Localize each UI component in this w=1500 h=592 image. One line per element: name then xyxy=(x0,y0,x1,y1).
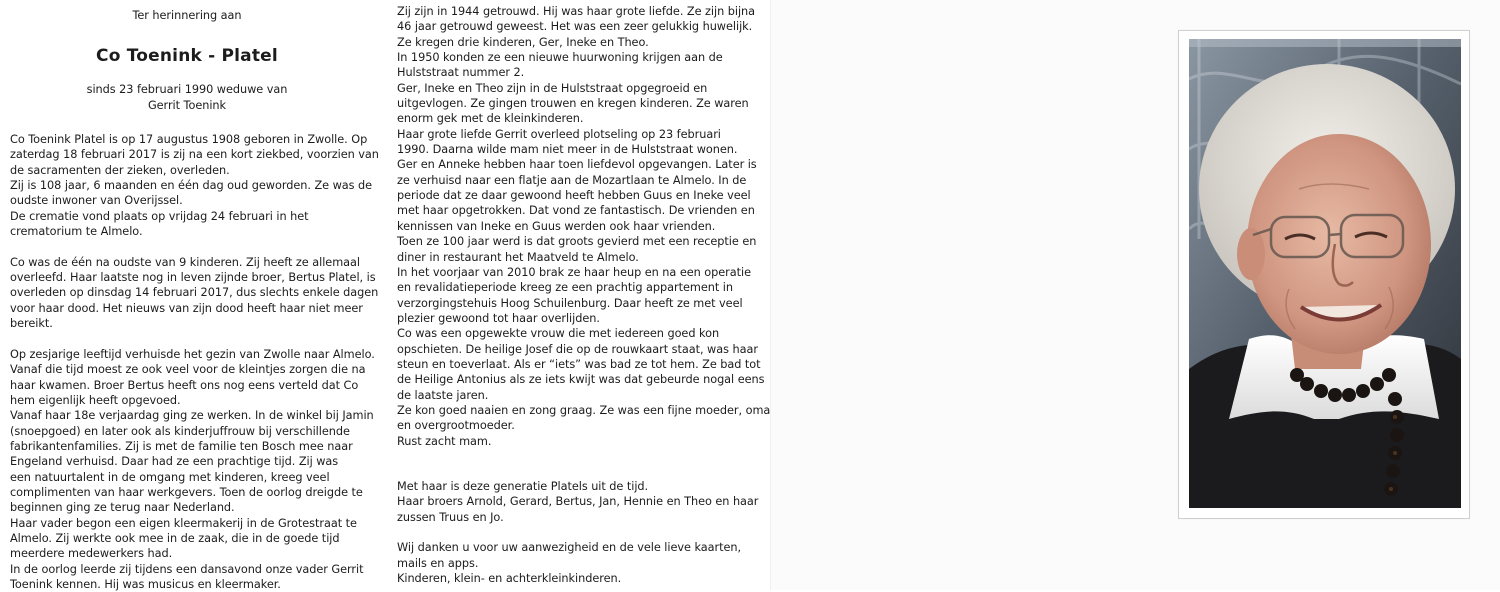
text-line: mails en apps. xyxy=(397,556,479,570)
memorial-heading xyxy=(10,8,362,113)
text-line: Zij is 108 jaar, 6 maanden en één dag oud geworden. Ze was de xyxy=(10,179,373,193)
text-line: Zij zijn in 1944 getrouwd. Hij was haar grote liefde. Ze zijn bijna xyxy=(397,5,756,18)
text-line: Kinderen, klein- en achterkleinkinderen. xyxy=(397,572,622,586)
text-line: en revalidatieperiode kreeg ze een prachtig appartement in xyxy=(397,281,733,295)
text-line: oudste inwoner van Overijssel. xyxy=(10,194,183,208)
text-line: crematorium te Almelo. xyxy=(10,225,143,239)
text-line: Ger en Anneke hebben haar toen liefdevol opgevangen. Later is xyxy=(397,158,757,172)
text-line: de sacramenten der zieken, overleden. xyxy=(10,163,230,177)
paragraph xyxy=(10,132,379,239)
text-line: Toenink kennen. Hij was musicus en kleermaker. xyxy=(10,578,281,591)
text-line: Toen ze 100 jaar werd is dat groots gevierd met een receptie en xyxy=(397,235,757,249)
text-line: haar kwamen. Broer Bertus heeft ons nog eens verteld dat Co xyxy=(10,378,359,392)
widow-since-line: sinds 23 februari 1990 weduwe van xyxy=(86,83,288,97)
text-line: een natuurtalent in de omgang met kinderen, kreeg veel xyxy=(10,470,330,484)
text-line: Haar grote liefde Gerrit overleed plotseling op 23 februari xyxy=(397,127,721,141)
husband-name: Gerrit Toenink xyxy=(147,98,227,112)
text-line: Met haar is deze generatie Platels uit de tijd. xyxy=(397,479,649,493)
text-line: (snoepgoed) en later ook als kinderjuffrouw bij verschillende xyxy=(10,424,350,438)
text-line: ze verhuisd naar een flatje aan de Mozartlaan te Almelo. In de xyxy=(397,173,747,187)
text-line: enorm gek met de kleinkinderen. xyxy=(397,112,584,126)
text-line: Haar broers Arnold, Gerard, Bertus, Jan, Hennie en Theo en haar xyxy=(397,495,759,509)
paragraph xyxy=(397,540,751,586)
text-line: zussen Truus en Jo. xyxy=(397,510,504,524)
paragraph xyxy=(397,479,759,525)
text-line: Vanaf haar 18e verjaardag ging ze werken. In de winkel bij Jamin xyxy=(10,409,374,423)
text-line: Engeland verhuisd. Daar had ze een prachtige tijd. Zij was xyxy=(10,455,339,469)
text-line: Ze kon goed naaien en zong graag. Ze was een fijne moeder, oma xyxy=(397,403,771,417)
deceased-name: Co Toenink - Platel xyxy=(96,46,278,67)
left-text-column xyxy=(10,0,379,592)
paragraph xyxy=(10,347,375,592)
text-line: Rust zacht mam. xyxy=(397,434,492,448)
left-body-text xyxy=(10,132,379,592)
text-line: overleefd. Haar laatste nog in leven zijnde broer, Bertus Platel, is xyxy=(10,271,376,285)
text-line: met haar opgetrokken. Dat vond ze fantastisch. De vrienden en xyxy=(397,204,755,218)
middle-body-text xyxy=(397,4,771,586)
text-line: In 1950 konden ze een nieuwe huurwoning krijgen aan de xyxy=(397,51,723,65)
text-line: Co Toenink Platel is op 17 augustus 1908 geboren in Zwolle. Op xyxy=(10,133,368,147)
text-line: kennissen van Ineke en Guus werden ook haar vrienden. xyxy=(397,219,716,233)
text-line: Hulststraat nummer 2. xyxy=(397,66,525,80)
middle-text-column xyxy=(397,4,771,586)
text-line: de laatste jaren. xyxy=(397,388,489,402)
text-line: Co was de één na oudste van 9 kinderen. Zij heeft ze allemaal xyxy=(10,255,360,269)
text-line: opschieten. De heilige Josef die op de rouwkaart staat, was haar xyxy=(397,342,758,356)
text-line: In de oorlog leerde zij tijdens een dansavond onze vader Gerrit xyxy=(10,562,364,576)
text-line: verzorgingstehuis Hoog Schuilenburg. Daar heeft ze met veel xyxy=(397,296,743,310)
paragraph xyxy=(10,255,379,332)
text-line: 1990. Daarna wilde mam niet meer in de Hulststraat wonen. xyxy=(397,143,738,157)
text-line: Ger, Ineke en Theo zijn in de Hulststraat opgegroeid en xyxy=(397,81,708,95)
text-line: De crematie vond plaats op vrijdag 24 februari in het xyxy=(10,209,309,223)
text-line: plezier gewoond tot haar overlijden. xyxy=(397,311,600,325)
text-line: meerdere medewerkers had. xyxy=(10,547,173,561)
text-line: beginnen ging ze terug naar Nederland. xyxy=(10,501,235,515)
text-line: bereikt. xyxy=(10,317,53,331)
paragraph xyxy=(397,4,771,449)
text-line: Almelo. Zij werkte ook mee in de zaak, die in de goede tijd xyxy=(10,531,340,545)
text-line: Haar vader begon een eigen kleermakerij in de Grotestraat te xyxy=(10,516,357,530)
text-line: 46 jaar getrouwd geweest. Het was een zeer gelukkig huwelijk. xyxy=(397,20,753,34)
text-line: Op zesjarige leeftijd verhuisde het gezin van Zwolle naar Almelo. xyxy=(10,347,375,361)
text-line: uitgevlogen. Ze gingen trouwen en kregen kinderen. Ze waren xyxy=(397,97,749,111)
in-memory-of-label: Ter herinnering aan xyxy=(132,9,242,22)
text-line: steun en toeverlaat. Als er “iets” was bad ze tot hem. Ze bad tot xyxy=(397,357,761,371)
text-line: en overgrootmoeder. xyxy=(397,419,515,433)
text-line: overleden op dinsdag 14 februari 2017, dus slechts enkele dagen xyxy=(10,286,379,300)
text-line: hem eigenlijk heeft opgevoed. xyxy=(10,393,181,407)
photo-frame xyxy=(1178,30,1470,519)
text-line: diner in restaurant het Maatveld te Almelo. xyxy=(397,250,639,264)
portrait-photo-icon xyxy=(1189,39,1461,508)
text-line: complimenten van haar werkgevers. Toen de oorlog dreigde te xyxy=(10,485,363,499)
text-line: Ze kregen drie kinderen, Ger, Ineke en Theo. xyxy=(397,35,649,49)
text-line: zaterdag 18 februari 2017 is zij na een kort ziekbed, voorzien van xyxy=(10,148,379,162)
text-line: Wij danken u voor uw aanwezigheid en de vele lieve kaarten, xyxy=(397,541,742,555)
text-line: Co was een opgewekte vrouw die met iedereen goed kon xyxy=(397,327,720,341)
card-fold-line xyxy=(770,0,771,590)
text-line: In het voorjaar van 2010 brak ze haar heup en na een operatie xyxy=(397,265,751,279)
text-line: Vanaf die tijd moest ze ook veel voor de kleintjes zorgen die na xyxy=(10,363,366,377)
text-line: de Heilige Antonius als ze iets kwijt was dat gebeurde nogal eens xyxy=(397,373,765,387)
text-line: periode dat ze daar gewoond heeft hebben Guus en Ineke veel xyxy=(397,189,751,203)
text-line: voor haar dood. Het nieuws van zijn dood heeft haar niet meer xyxy=(10,301,363,315)
text-line: fabrikantenfamilies. Zij is met de familie ten Bosch mee naar xyxy=(10,439,353,453)
